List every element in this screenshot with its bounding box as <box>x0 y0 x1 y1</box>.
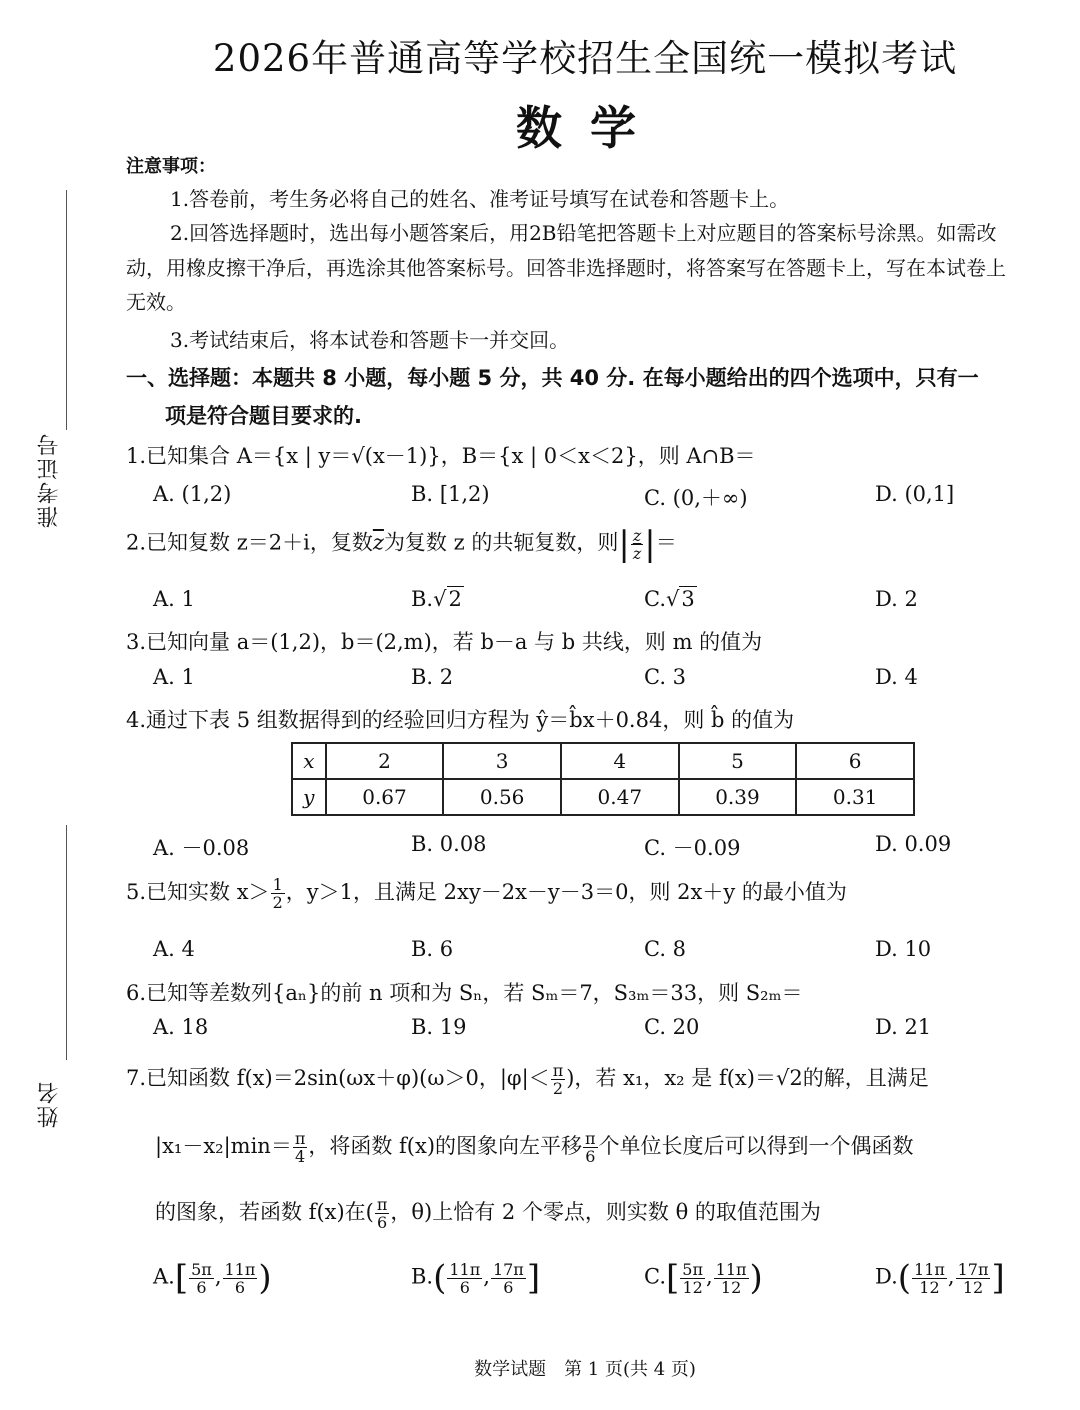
frac-num: 11π <box>449 1259 481 1279</box>
q5-option-a: A. 4 <box>153 937 195 961</box>
notice-item-3: 3.考试结束后，将本试卷和答题卡一并交回。 <box>170 328 570 352</box>
table-cell: 0.67 <box>326 779 444 815</box>
q4-option-c: C. －0.09 <box>644 836 741 860</box>
notice-item-1: 1.答卷前，考生务必将自己的姓名、准考证号填写在试卷和答题卡上。 <box>170 187 790 211</box>
frac-den: 12 <box>720 1277 742 1297</box>
q7-frac-den: 4 <box>294 1147 306 1165</box>
q7-option-c-label: C. <box>644 1264 666 1289</box>
q2-stem-end: ＝ <box>655 530 677 555</box>
frac-den: 6 <box>459 1277 470 1297</box>
q5-frac-den: 2 <box>272 893 283 912</box>
notice-item-2-line3: 无效。 <box>126 290 186 314</box>
notice-item-2-line1: 2.回答选择题时，选出每小题答案后，用2B铅笔把答题卡上对应题目的答案标号涂黑。如需改 <box>170 221 997 245</box>
regression-data-table <box>291 742 915 816</box>
q7-line2-pre: |x₁－x₂|min＝ <box>155 1134 292 1158</box>
q2-stem-mid: 为复数 z 的共轭复数，则 <box>383 530 619 555</box>
q7-line2-post: 个单位长度后可以得到一个偶函数 <box>598 1134 914 1158</box>
question-3-stem: 3.已知向量 a＝(1,2)，b＝(2,m)，若 b－a 与 b 共线，则 m 的值为 <box>126 630 763 654</box>
margin-line-middle <box>66 825 67 1060</box>
table-cell: 4 <box>561 743 679 779</box>
q7-frac-num: π <box>294 1130 306 1148</box>
q7-frac-num: π <box>376 1195 388 1214</box>
table-row-y <box>292 779 914 815</box>
q2-option-c-radicand: 3 <box>681 587 695 611</box>
frac-num: 5π <box>682 1259 703 1279</box>
q5-option-d: D. 10 <box>875 937 932 961</box>
q2-abs-right: | <box>644 524 656 564</box>
table-cell: 6 <box>796 743 914 779</box>
frac-num: 11π <box>914 1259 945 1279</box>
q6-option-a: A. 18 <box>153 1015 209 1039</box>
q2-option-b-radicand: 2 <box>448 587 462 611</box>
q2-option-d: D. 2 <box>875 587 918 611</box>
q3-option-a: A. 1 <box>153 665 195 689</box>
q2-zbar: $\overline{z}$ <box>372 530 384 555</box>
frac-num: 17π <box>957 1259 989 1279</box>
table-row-x <box>292 743 914 779</box>
q7-option-a-left: [ <box>174 1258 189 1298</box>
table-cell: 2 <box>326 743 444 779</box>
q7-frac-pi-over-6b <box>375 1196 390 1231</box>
frac-num: 11π <box>224 1259 256 1279</box>
q7-option-c-frac1 <box>680 1261 705 1296</box>
q7-frac-num: π <box>585 1130 596 1148</box>
q7-option-d-label: D. <box>875 1264 898 1289</box>
page-footer: 数学试题 第 1 页(共 4 页) <box>474 1359 696 1380</box>
q7-option-b-frac2 <box>491 1261 526 1296</box>
q7-option-c-left: [ <box>666 1258 680 1298</box>
table-cell: 0.47 <box>561 779 679 815</box>
q2-frac-num: z <box>632 525 642 545</box>
q7-frac-den: 6 <box>585 1147 596 1165</box>
q7-line2-mid: ，将函数 f(x)的图象向左平移 <box>308 1134 583 1158</box>
q7-option-d: D.( $\frac{11\pi}{12}$ , $\frac{17\pi}{12}$ ] <box>875 1258 1005 1298</box>
q7-frac-pi-over-6 <box>583 1130 598 1165</box>
table-cell: 3 <box>443 743 561 779</box>
q7-line3-post: ，θ)上恰有 2 个零点，则实数 θ 的取值范围为 <box>390 1200 821 1224</box>
q3-option-c: C. 3 <box>644 665 687 689</box>
q7-line1-pre: 7.已知函数 f(x)＝2sin(ωx＋φ)(ω＞0，|φ|＜ <box>126 1066 550 1090</box>
q7-option-c: C.[ $\frac{5\pi}{12}$ , $\frac{11\pi}{12}$ ) <box>644 1258 763 1298</box>
table-cell: 0.56 <box>443 779 561 815</box>
table-header-x: x <box>292 743 326 779</box>
q1-option-b: B. [1,2) <box>411 482 490 506</box>
q7-option-b-right: ] <box>526 1258 541 1298</box>
q7-option-d-right: ] <box>991 1258 1005 1298</box>
q6-option-b: B. 19 <box>411 1015 467 1039</box>
q4-option-d: D. 0.09 <box>875 832 952 856</box>
question-2-stem <box>126 524 677 564</box>
q7-option-a-right: ) <box>258 1258 272 1298</box>
q2-frac-den: z <box>632 543 642 563</box>
q3-option-b: B. 2 <box>411 665 454 689</box>
q5-option-c: C. 8 <box>644 937 687 961</box>
question-7-line3 <box>155 1196 821 1231</box>
q7-option-c-right: ) <box>749 1258 763 1298</box>
table-cell: 0.31 <box>796 779 914 815</box>
section-heading-line1: 一、选择题：本题共 8 小题，每小题 5 分，共 40 分. 在每小题给出的四个选项中，只有一 <box>126 366 979 390</box>
frac-den: 12 <box>682 1277 703 1297</box>
q6-option-c: C. 20 <box>644 1015 700 1039</box>
q5-frac-num: 1 <box>272 875 283 894</box>
q5-fraction <box>271 876 285 911</box>
question-7-line2 <box>155 1130 1045 1165</box>
q7-frac-den: 6 <box>377 1213 388 1232</box>
q5-stem-pre: 5.已知实数 x＞ <box>126 880 270 904</box>
q2-option-b-label: B. <box>411 587 434 611</box>
q3-option-d: D. 4 <box>875 665 918 689</box>
q7-option-a-label: A. <box>153 1264 175 1289</box>
margin-label-name: 姓名 <box>37 1080 62 1128</box>
margin-label-exam-id: 准考证号 <box>37 432 62 528</box>
table-cell: 5 <box>679 743 797 779</box>
q1-option-c: C. (0,＋∞) <box>644 486 748 510</box>
frac-num: 17π <box>492 1259 524 1279</box>
q2-stem-pre: 2.已知复数 z＝2＋i，复数 <box>126 530 373 555</box>
q5-option-b: B. 6 <box>411 937 454 961</box>
question-6-stem: 6.已知等差数列{aₙ}的前 n 项和为 Sₙ，若 Sₘ＝7，S₃ₘ＝33，则 S₂ₘ＝ <box>126 981 803 1005</box>
q7-frac-den: 2 <box>552 1079 564 1097</box>
q7-line1-post: )，若 x₁，x₂ 是 f(x)＝√2的解，且满足 <box>566 1066 929 1090</box>
frac-den: 6 <box>234 1277 246 1297</box>
q7-frac-pi-over-2 <box>551 1062 566 1097</box>
q1-option-d: D. (0,1] <box>875 482 955 506</box>
q7-option-d-frac2 <box>956 1261 991 1296</box>
q2-option-c-label: C. <box>644 587 666 611</box>
q2-fraction <box>631 527 643 562</box>
q2-option-c: C.√3 <box>644 587 695 611</box>
q7-option-a-frac1 <box>189 1261 214 1296</box>
q7-option-c-frac2 <box>714 1261 749 1296</box>
frac-den: 12 <box>919 1277 940 1297</box>
subject-title: 数学 <box>516 101 664 155</box>
section-heading-line2: 项是符合题目要求的. <box>165 404 362 428</box>
frac-den: 6 <box>196 1277 207 1297</box>
q6-option-d: D. 21 <box>875 1015 932 1039</box>
question-7-line1 <box>126 1062 1046 1097</box>
notice-item-2-line2: 动，用橡皮擦干净后，再选涂其他答案标号。回答非选择题时，将答案写在答题卡上，写在本试卷上 <box>126 256 1006 280</box>
q7-option-d-left: ( <box>897 1258 912 1298</box>
table-header-y: y <box>292 779 326 815</box>
q7-option-a-frac2 <box>223 1261 258 1296</box>
q7-option-a: A.[ $\frac{5\pi}{6}$ , $\frac{11\pi}{6}$ ) <box>153 1258 272 1298</box>
q1-option-a: A. (1,2) <box>153 482 232 506</box>
q7-frac-pi-over-4 <box>293 1130 308 1165</box>
frac-num: 5π <box>191 1259 212 1279</box>
q7-line3-pre: 的图象，若函数 f(x)在( <box>155 1200 374 1224</box>
question-1-stem: 1.已知集合 A＝{x | y＝√(x－1)}，B＝{x | 0＜x＜2}，则 A∩B＝ <box>126 444 756 468</box>
q5-stem-post: ，y＞1，且满足 2xy－2x－y－3＝0，则 2x＋y 的最小值为 <box>285 880 847 904</box>
q7-frac-num: π <box>552 1062 564 1080</box>
frac-num: 11π <box>715 1259 747 1279</box>
q7-option-b: B.( $\frac{11\pi}{6}$ , $\frac{17\pi}{6}$ ] <box>411 1258 541 1298</box>
q2-option-b: B.√2 <box>411 587 462 611</box>
exam-title: 2026年普通高等学校招生全国统一模拟考试 <box>212 37 958 80</box>
q7-option-b-frac1 <box>447 1261 482 1296</box>
q7-option-b-left: ( <box>433 1258 447 1298</box>
question-5-stem <box>126 876 847 911</box>
q7-option-b-label: B. <box>411 1264 434 1289</box>
q7-option-d-frac1 <box>912 1261 947 1296</box>
q4-option-b: B. 0.08 <box>411 832 487 856</box>
table-cell: 0.39 <box>679 779 797 815</box>
q2-abs-left: | <box>618 524 630 564</box>
question-4-stem: 4.通过下表 5 组数据得到的经验回归方程为 ŷ＝b̂x＋0.84，则 b̂ 的值为 <box>126 708 795 732</box>
q2-option-a: A. 1 <box>153 587 195 611</box>
notice-heading: 注意事项： <box>126 156 216 177</box>
q4-option-a: A. －0.08 <box>153 836 250 860</box>
frac-den: 12 <box>962 1277 984 1297</box>
frac-den: 6 <box>503 1277 514 1297</box>
margin-line-top <box>66 190 67 430</box>
